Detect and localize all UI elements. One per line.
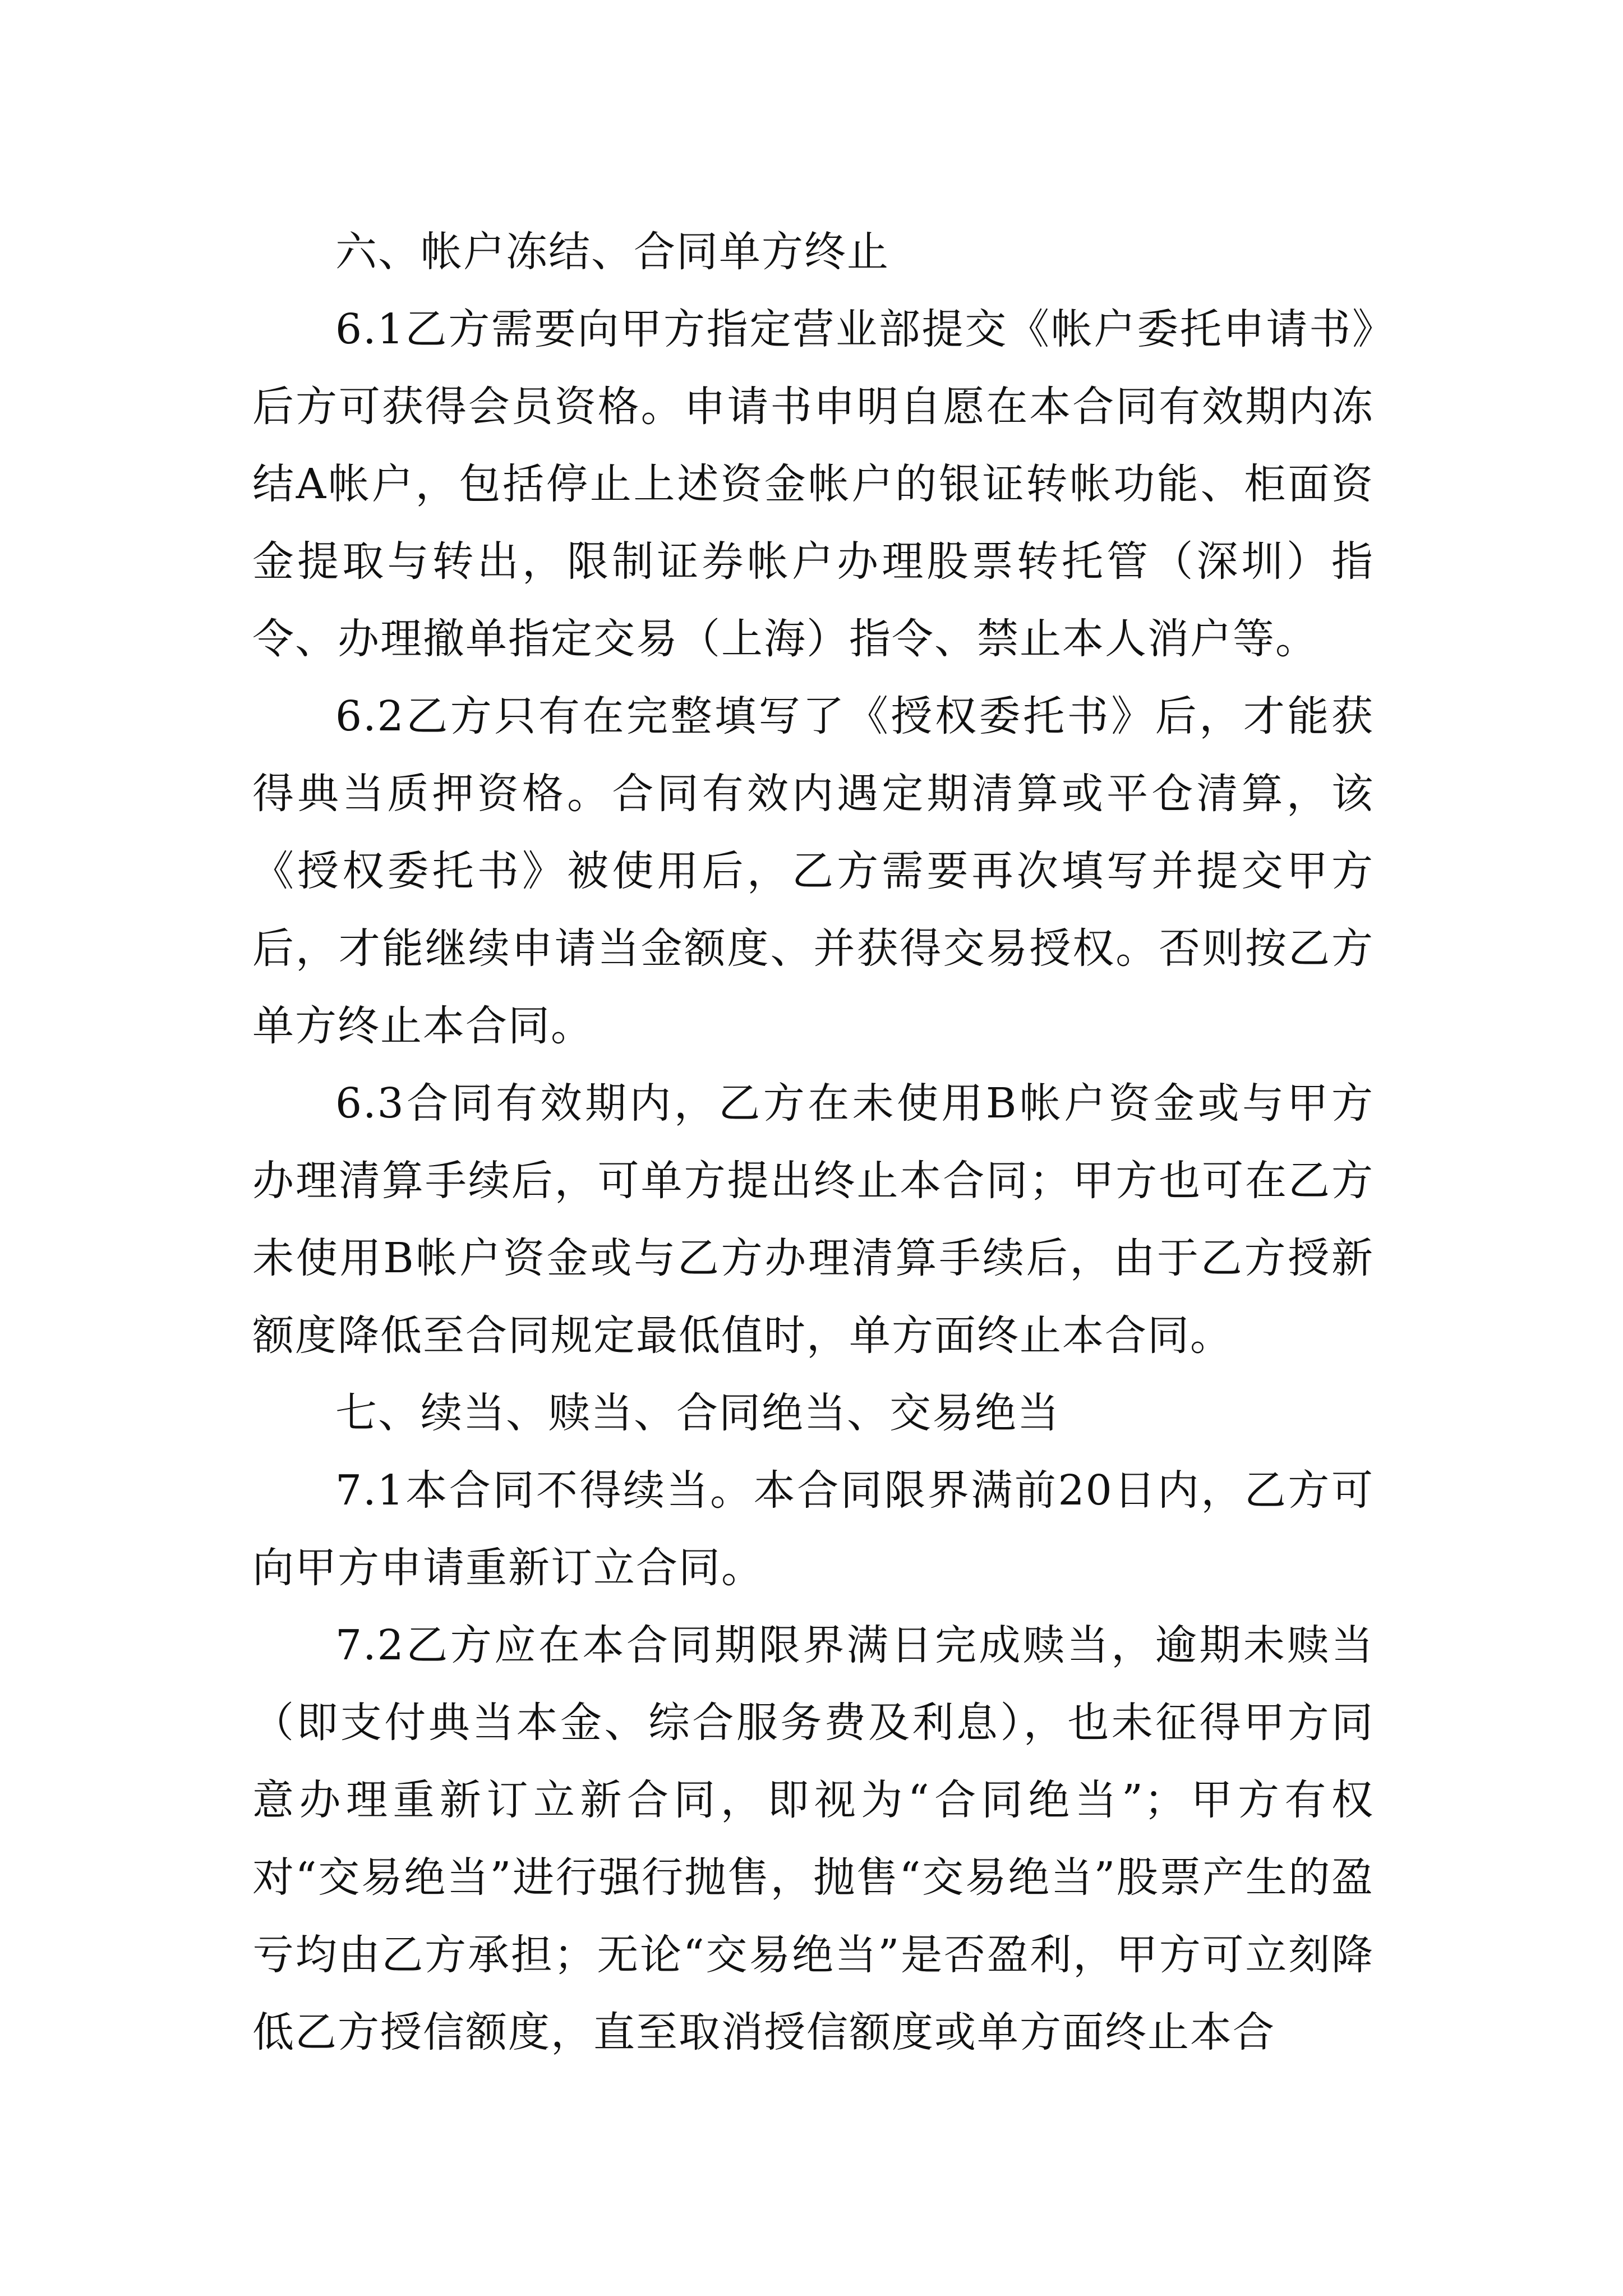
clause-6-3: 6.3合同有效期内，乙方在未使用B帐户资金或与甲方办理清算手续后，可单方提出终止本合同；甲方也可在乙方未使用B帐户资金或与乙方办理清算手续后，由于乙方授新额度降低至合同规定最低值时，单方面终止本合同。 [252,1079,1374,1360]
section-heading-six: 六、帐户冻结、合同单方终止 [335,228,889,276]
clause-6-2: 6.2乙方只有在完整填写了《授权委托书》后，才能获得典当质押资格。合同有效内遇定期清算或平仓清算，该《授权委托书》被使用后，乙方需要再次填写并提交甲方后，才能继续申请当金额度、并获得交易授权。否则按乙方单方终止本合同。 [252,692,1374,1050]
document-body [252,213,1374,2071]
section-heading-seven: 七、续当、赎当、合同绝当、交易绝当 [335,1389,1060,1437]
clause-7-1: 7.1本合同不得续当。本合同限界满前20日内，乙方可向甲方申请重新订立合同。 [252,1466,1374,1592]
clause-7-2: 7.2乙方应在本合同期限界满日完成赎当，逾期未赎当（即支付典当本金、综合服务费及利息），也未征得甲方同意办理重新订立新合同，即视为“合同绝当”；甲方有权对“交易绝当”进行强行抛售，抛售“交易绝当”股票产生的盈亏均由乙方承担；无论“交易绝当”是否盈利，甲方可立刻降低乙方授信额度，直至取消授信额度或单方面终止本合 [252,1621,1374,2056]
clause-6-1: 6.1乙方需要向甲方指定营业部提交《帐户委托申请书》后方可获得会员资格。申请书申明自愿在本合同有效期内冻结A帐户，包括停止上述资金帐户的银证转帐功能、柜面资金提取与转出，限制证券帐户办理股票转托管（深圳）指令、办理撤单指定交易（上海）指令、禁止本人消户等。 [252,305,1374,663]
